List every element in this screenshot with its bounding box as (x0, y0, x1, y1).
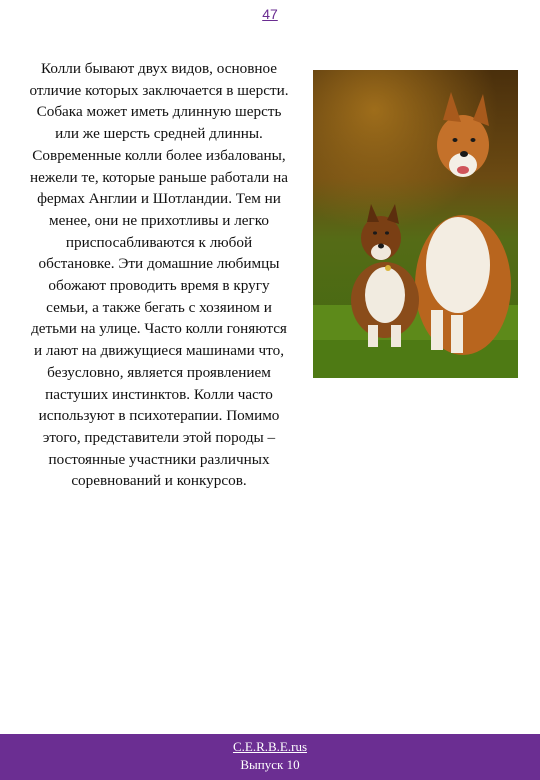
collie-photo (313, 70, 518, 378)
article-body: Колли бывают двух видов, основное отличие которых заключается в шерсти. Собака может иметь длинную шерсть или же шерсть средней длинны. Современные колли более избалованы, нежели те, которые раньше работали на фермах Англии и Шотландии. Тем ни менее, они не прихотливы и легко приспосабливаются к любой обстановке. Эти домашние любимцы обожают проводить время в кругу семьи, а также бегать с хозяином и детьми на улице. Часто колли гоняются и лают на движущиеся машинами что, безусловно, является проявлением пастуших инстинктов. Колли часто используют в психотерапии. Помимо этого, представители этой породы – постоянные участники различных соревнований и конкурсов. (29, 60, 289, 490)
issue-label: Выпуск 10 (240, 757, 300, 772)
site-link[interactable]: C.E.R.B.E.rus (232, 739, 308, 754)
page-number[interactable]: 47 (262, 6, 278, 22)
footer-bar (0, 734, 540, 780)
